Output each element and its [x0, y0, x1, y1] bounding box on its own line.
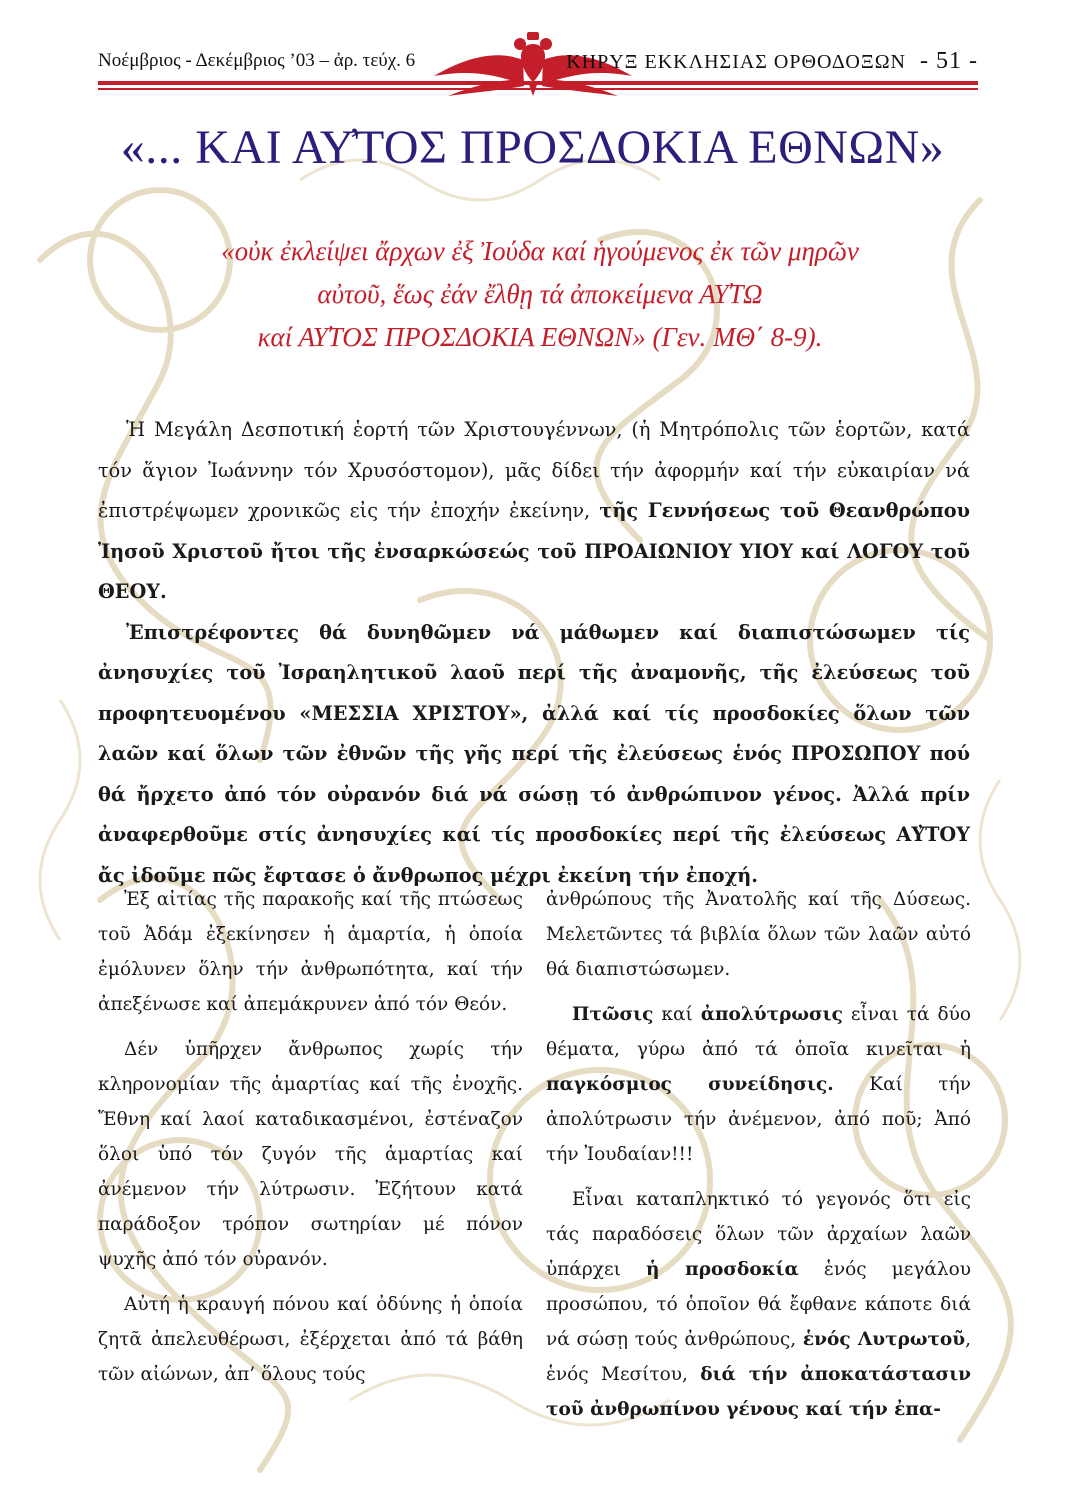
epigraph-line: αὐτοῦ, ἕως ἐάν ἔλθῃ τά ἀποκείμενα ΑΥ̓ΤΩ — [317, 279, 763, 309]
header-rule — [98, 81, 978, 85]
text-run: εἶναι τά δύο θέματα, γύρω ἀπό τά ὁποῖα κινεῖται ἡ — [546, 1004, 971, 1060]
bold-run: τῆς Γεννήσεως τοῦ Θεανθρώπου Ἰησοῦ Χριστοῦ ἤτοι τῆς ἐνσαρκώσεώς τοῦ ΠΡΟΑΙΩΝΙΟΥ ΥΙΟΥ καί ΛΟΓΟΥ τοῦ ΘΕΟΥ. — [98, 499, 970, 603]
page-header — [98, 38, 978, 90]
text-run: Εἶναι καταπληκτικό τό γεγονός ὅτι εἰς τάς παραδόσεις ὅλων τῶν ἀρχαίων λαῶν ὑπάρχει — [546, 1189, 971, 1280]
intro-paragraph — [98, 410, 970, 613]
publication-name: ΚΗΡΥΞ ΕΚΚΛΗΣΙΑΣ ΟΡΘΟΔΟΞΩΝ — [566, 51, 907, 73]
header-rule-thin — [98, 88, 978, 90]
epigraph — [120, 230, 960, 359]
bold-run: Ἐπιστρέφοντες θά δυνηθῶμεν νά μάθωμεν καί διαπιστώσωμεν τίς ἀνησυχίες τοῦ Ἰσραηλητικοῦ λαοῦ περί τῆς ἀναμονῆς, τῆς ἐλεύσεως τοῦ προφητευομένου «ΜΕΣΣΙΑ ΧΡΙΣΤΟΥ», ἀλλά καί τίς προσδοκίες ὅλων τῶν λαῶν καί ὅλων τῶν ἐθνῶν τῆς γῆς περί τῆς ἐλεύσεως ἑνός ΠΡΟΣΩΠΟΥ πού θά ἤρχετο ἀπό τόν οὐρανόν διά νά σώσῃ τό ἀνθρώπινον γένος. Ἀλλά πρίν ἀναφερθοῦμε στίς ἀνησυχίες καί τίς προσδοκίες περί τῆς ἐλεύσεως ΑΥ̓ΤΟΥ ἄς ἰδοῦμε πῶς ἔφτασε ὁ ἄνθρωπος μέχρι ἐκείνη τήν ἐποχή. — [98, 620, 970, 887]
publication-title — [566, 48, 978, 75]
text-run: Καί τήν ἀπολύτρωσιν τήν ἀνέμενον, ἀπό ποῦ; Ἀπό τήν Ἰουδαίαν!!! — [546, 1074, 971, 1165]
intro-paragraph — [98, 613, 970, 897]
paragraph — [546, 1182, 971, 1427]
text-run: Ἡ Μεγάλη Δεσποτική ἑορτή τῶν Χριστουγέννων, (ἡ Μητρόπολις τῶν ἑορτῶν, κατά τόν ἅγιον Ἰωάννην τόν Χρυσόστομον), μᾶς δίδει τήν ἀφορμήν καί τήν εὐκαιρίαν νά ἐπιστρέψωμεν χρονικῶς εἰς τήν ἐποχήν ἐκείνην, — [98, 418, 970, 522]
bold-run: Πτῶσις — [572, 1004, 654, 1025]
paragraph — [546, 997, 971, 1172]
epigraph-line: καί ΑΥ̓ΤΟΣ ΠΡΟΣΔΟΚΙΑ ΕΘΝΩΝ» (Γεν. ΜΘ΄ 8-9). — [257, 322, 823, 352]
paragraph: Αὐτή ἡ κραυγή πόνου καί ὀδύνης ἡ ὁποία ζητᾶ ἀπελευθέρωσι, ἐξέρχεται ἀπό τά βάθη τῶν αἰώνων, ἀπ’ ὅλους τούς — [98, 1294, 523, 1385]
page-number: - 51 - — [920, 48, 978, 74]
left-column — [98, 882, 523, 1402]
bold-run: ἡ προσδοκία — [646, 1259, 799, 1280]
bold-run: διά τήν ἀποκατάστασιν τοῦ ἀνθρωπίνου γένους καί τήν ἐπα- — [546, 1364, 971, 1420]
bold-run: ἀπολύτρωσις — [700, 1004, 843, 1025]
bold-run: παγκόσμιος συνείδησις. — [546, 1074, 834, 1095]
paragraph: Δέν ὑπῆρχεν ἄνθρωπος χωρίς τήν κληρονομίαν τῆς ἁμαρτίας καί τῆς ἐνοχῆς. Ἔθνη καί λαοί καταδικασμένοι, ἐστέναζον ὅλοι ὑπό τόν ζυγόν τῆς ἁμαρτίας καί ἀνέμενον τήν λύτρωσιν. Ἐζήτουν κατά παράδοξον τρόπον σωτηρίαν μέ πόνον ψυχῆς ἀπό τόν οὐρανόν. — [98, 1039, 523, 1270]
right-column — [546, 882, 971, 1437]
intro-text — [98, 410, 970, 896]
text-run: , ἑνός Μεσίτου, — [546, 1329, 972, 1385]
text-run: ἑνός μεγάλου προσώπου, τό ὁποῖον θά ἔφθανε κάποτε διά νά σώσῃ τούς ἀνθρώπους, — [546, 1259, 972, 1350]
paragraph: Ἐξ αἰτίας τῆς παρακοῆς καί τῆς πτώσεως τοῦ Ἀδάμ ἐξεκίνησεν ἡ ἁμαρτία, ἡ ὁποία ἐμόλυνεν ὅλην τήν ἀνθρωπότητα, καί τήν ἀπεξένωσε καί ἀπεμάκρυνεν ἀπό τόν Θεόν. — [98, 889, 523, 1015]
issue-info: Νοέμβριος - Δεκέμβριος ’03 – ἀρ. τεύχ. 6 — [98, 50, 416, 71]
article-title: «... ΚΑΙ ΑΥ̓ΤΟΣ ΠΡΟΣΔΟΚΙΑ ΕΘΝΩΝ» — [120, 121, 945, 174]
epigraph-line: «οὐκ ἐκλείψει ἄρχων ἐξ Ἰούδα καί ἡγούμενος ἐκ τῶν μηρῶν — [221, 236, 859, 266]
paragraph: ἀνθρώπους τῆς Ἀνατολῆς καί τῆς Δύσεως. Μελετῶντες τά βιβλία ὅλων τῶν λαῶν αὐτό θά διαπιστώσωμεν. — [546, 889, 971, 980]
text-run: καί — [653, 1004, 701, 1025]
bold-run: ἑνός Λυτρωτοῦ — [802, 1329, 966, 1350]
